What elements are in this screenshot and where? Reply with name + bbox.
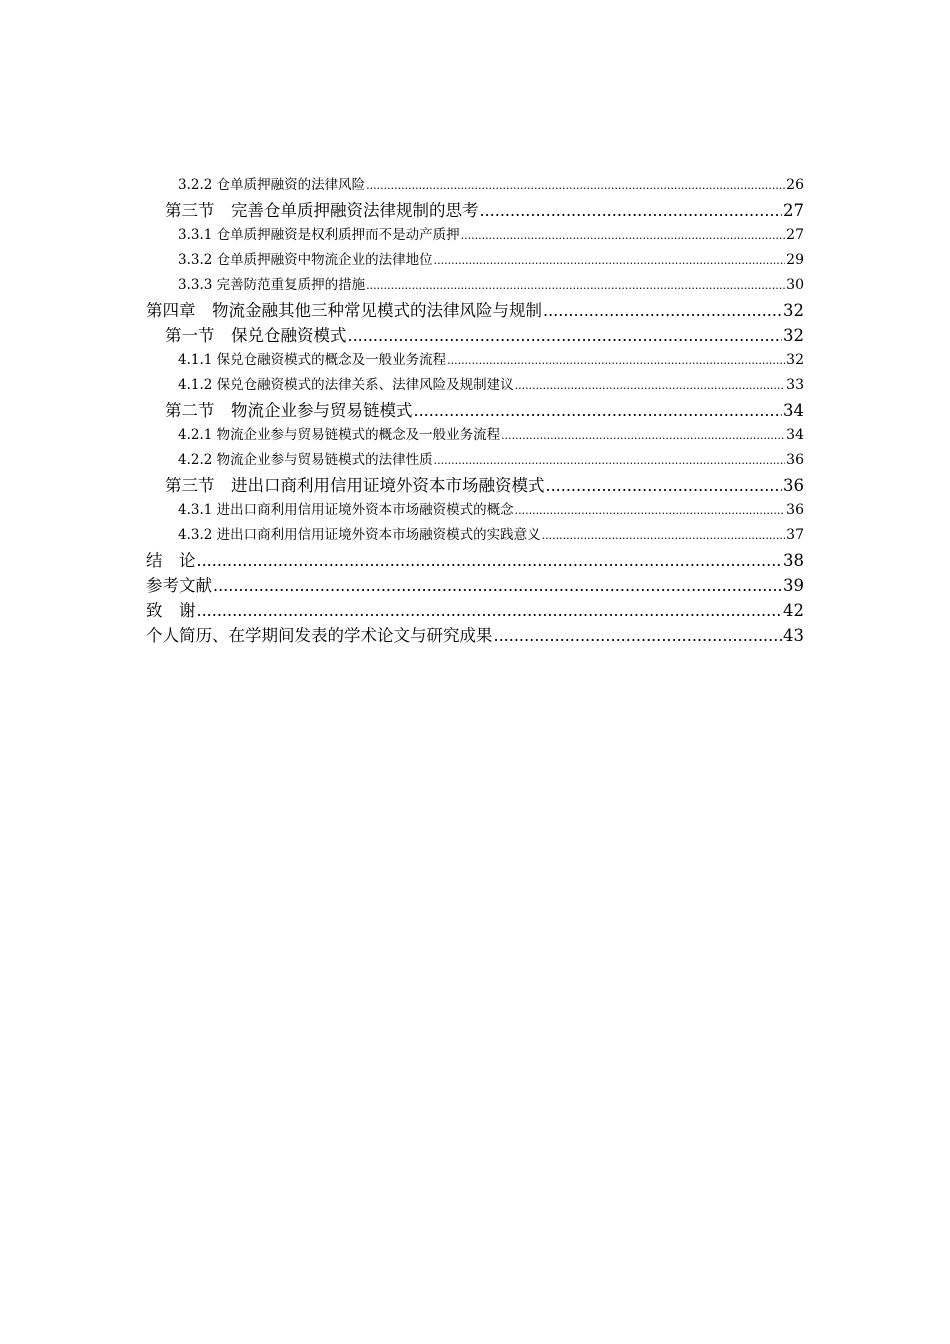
toc-entry-title: 第三节 进出口商利用信用证境外资本市场融资模式 (165, 476, 545, 495)
toc-entry[interactable] (0, 173, 950, 198)
toc-entry[interactable] (0, 223, 950, 248)
toc-entry-title: 3.3.1 仓单质押融资是权利质押而不是动产质押 (178, 227, 460, 243)
toc-entry[interactable] (0, 373, 950, 398)
toc-entry-title: 致 谢 (146, 601, 196, 620)
toc-entry[interactable] (0, 248, 950, 273)
toc-entry-title: 4.2.2 物流企业参与贸易链模式的法律性质 (178, 452, 433, 468)
toc-entry-page: 43 (783, 626, 804, 645)
toc-entry-page: 32 (783, 326, 804, 345)
toc-leader-dots (434, 248, 786, 273)
toc-entry-page: 36 (786, 452, 804, 468)
toc-entry[interactable] (0, 473, 950, 498)
toc-entry-title: 第四章 物流金融其他三种常见模式的法律风险与规制 (146, 301, 542, 320)
toc-entry-page: 34 (786, 427, 804, 443)
toc-entry-title: 4.3.1 进出口商利用信用证境外资本市场融资模式的概念 (178, 502, 514, 518)
toc-entry-title: 结 论 (146, 551, 196, 570)
toc-leader-dots (366, 273, 785, 298)
toc-leader-dots (197, 598, 783, 623)
toc-entry-title: 第一节 保兑仓融资模式 (165, 326, 347, 345)
toc-entry-title: 第二节 物流企业参与贸易链模式 (165, 401, 413, 420)
toc-entry[interactable] (0, 198, 950, 223)
toc-entry[interactable] (0, 548, 950, 573)
toc-leader-dots (434, 448, 786, 473)
toc-entry-title: 4.3.2 进出口商利用信用证境外资本市场融资模式的实践意义 (178, 527, 541, 543)
toc-entry[interactable] (0, 348, 950, 373)
toc-entry-page: 36 (786, 502, 804, 518)
toc-entry-page: 42 (783, 601, 804, 620)
toc-entry-title: 4.1.1 保兑仓融资模式的概念及一般业务流程 (178, 352, 447, 368)
toc-entry-page: 32 (783, 301, 804, 320)
toc-entry-page: 38 (783, 551, 804, 570)
toc-entry[interactable] (0, 323, 950, 348)
toc-entry[interactable] (0, 423, 950, 448)
toc-leader-dots (447, 348, 785, 373)
toc-entry[interactable] (0, 398, 950, 423)
toc-entry-page: 37 (786, 527, 804, 543)
toc-entry-page: 34 (783, 401, 804, 420)
toc-entry-title: 3.2.2 仓单质押融资的法律风险 (178, 177, 366, 193)
toc-entry-page: 26 (786, 177, 804, 193)
toc-entry-title: 3.3.2 仓单质押融资中物流企业的法律地位 (178, 252, 433, 268)
toc-leader-dots (480, 198, 783, 223)
toc-leader-dots (414, 398, 783, 423)
toc-leader-dots (494, 623, 783, 648)
toc-entry-page: 32 (786, 352, 804, 368)
toc-entry-title: 4.2.1 物流企业参与贸易链模式的概念及一般业务流程 (178, 427, 501, 443)
toc-entry[interactable] (0, 273, 950, 298)
toc-leader-dots (542, 523, 786, 548)
toc-entry-title: 4.1.2 保兑仓融资模式的法律关系、法律风险及规制建议 (178, 377, 514, 393)
toc-entry[interactable] (0, 523, 950, 548)
toc-entry[interactable] (0, 298, 950, 323)
toc-entry[interactable] (0, 623, 950, 648)
toc-entry-title: 参考文献 (146, 576, 212, 595)
toc-entry-page: 39 (783, 576, 804, 595)
toc-entry-title: 3.3.3 完善防范重复质押的措施 (178, 277, 366, 293)
toc-entry-page: 30 (786, 277, 804, 293)
toc-leader-dots (366, 173, 785, 198)
toc-entry-page: 29 (786, 252, 804, 268)
toc-leader-dots (461, 223, 786, 248)
toc-entry-page: 36 (783, 476, 804, 495)
toc-entry-page: 27 (783, 201, 804, 220)
toc-leader-dots (501, 423, 785, 448)
toc-entry-page: 27 (786, 227, 804, 243)
toc-entry[interactable] (0, 573, 950, 598)
toc-leader-dots (515, 373, 786, 398)
toc-leader-dots (348, 323, 783, 348)
toc-leader-dots (197, 548, 783, 573)
toc-entry[interactable] (0, 448, 950, 473)
toc-leader-dots (546, 473, 783, 498)
toc-entry[interactable] (0, 498, 950, 523)
toc-leader-dots (515, 498, 786, 523)
toc-entry-page: 33 (786, 377, 804, 393)
toc-leader-dots (213, 573, 782, 598)
table-of-contents (0, 173, 950, 648)
toc-leader-dots (543, 298, 782, 323)
toc-entry-title: 个人简历、在学期间发表的学术论文与研究成果 (146, 626, 493, 645)
toc-entry-title: 第三节 完善仓单质押融资法律规制的思考 (165, 201, 479, 220)
toc-entry[interactable] (0, 598, 950, 623)
